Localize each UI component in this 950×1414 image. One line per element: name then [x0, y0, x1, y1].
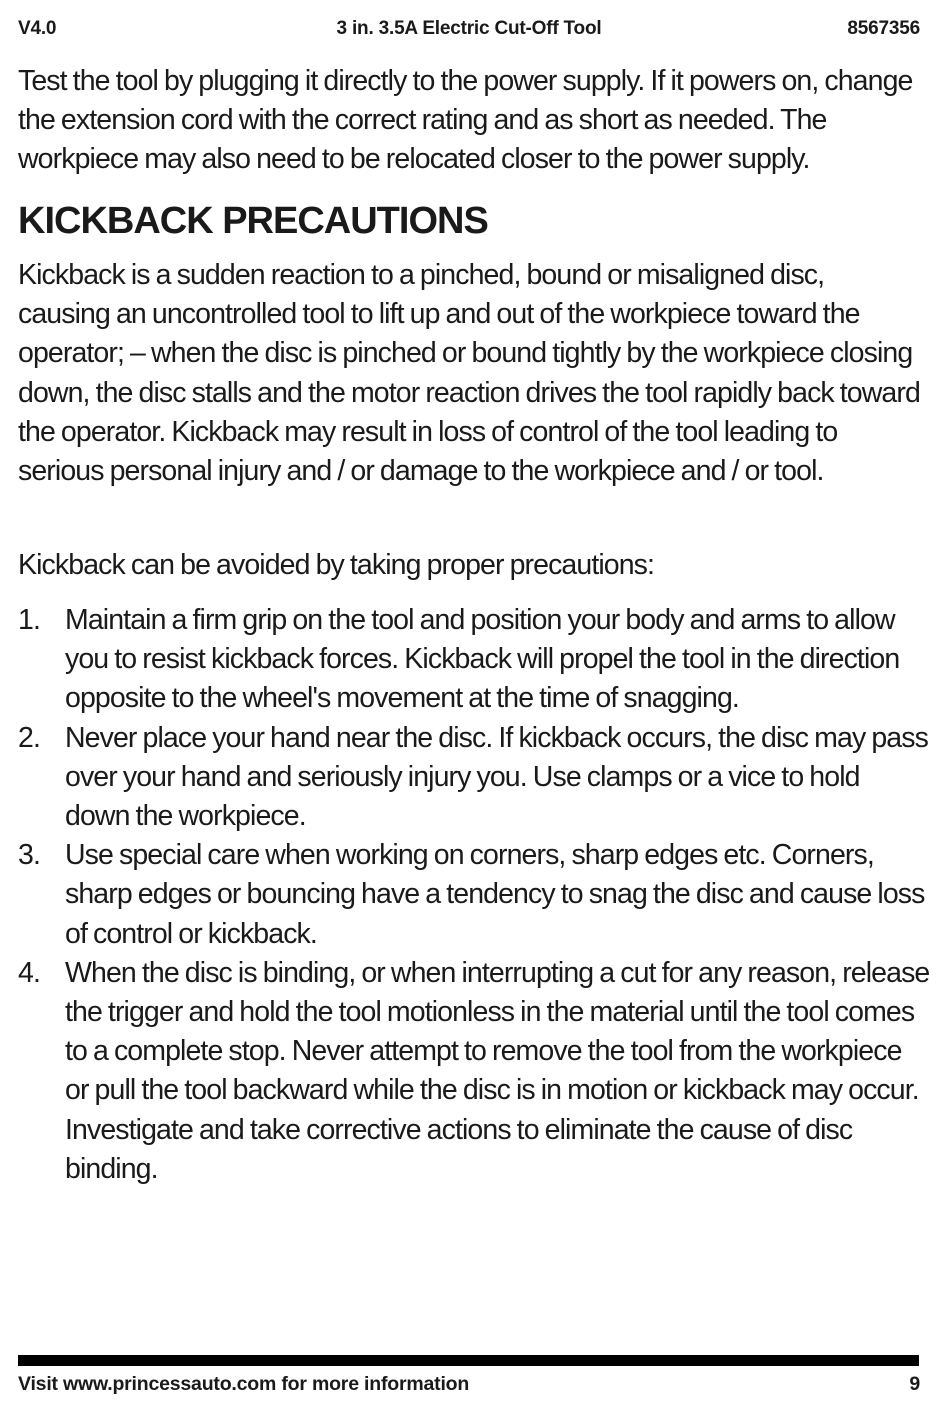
list-item-text: Maintain a firm grip on the tool and position your body and arms to allow you to resist kickback forces. Kickback will propel the tool in the direction opposite to the wheel's movement at the time of snagging.	[65, 604, 900, 715]
list-item-text: When the disc is binding, or when interrupting a cut for any reason, release the trigger and hold the tool motionless in the material until the tool comes to a complete stop. Never attempt to remove the tool from the workpiece or pull the tool backward while the disc is in motion or kickback may occur. Investigate and take corrective actions to eliminate the cause of disc binding.	[65, 956, 930, 1185]
section-heading: KICKBACK PRECAUTIONS	[18, 200, 488, 242]
footer-divider	[18, 1355, 919, 1366]
item-number: 8567356	[847, 18, 920, 39]
list-item	[18, 601, 930, 719]
page-number: 9	[909, 1373, 920, 1395]
list-item-text: Use special care when working on corners, sharp edges etc. Corners, sharp edges or bouncing have a tendency to snag the disc and cause loss of control or kickback.	[65, 839, 925, 950]
page-header	[18, 18, 920, 44]
list-item-number: 4.	[18, 956, 40, 989]
list-item	[18, 954, 930, 1189]
intro-paragraph: Test the tool by plugging it directly to the power supply. If it powers on, change the extension cord with the correct rating and as short as needed. The workpiece may also need to be relocated closer to the power supply.	[18, 65, 913, 176]
list-item-number: 2.	[18, 721, 40, 754]
version-label: V4.0	[18, 18, 57, 39]
website-notice: Visit www.princessauto.com for more information	[18, 1373, 470, 1395]
manual-page	[18, 0, 930, 1414]
list-item-text: Never place your hand near the disc. If kickback occurs, the disc may pass over your hand and seriously injury you. Use clamps or a vice to hold down the workpiece.	[65, 721, 928, 833]
list-item	[18, 836, 930, 954]
document-title: 3 in. 3.5A Electric Cut-Off Tool	[336, 18, 602, 39]
page-footer	[18, 1373, 920, 1399]
list-item-number: 1.	[18, 604, 40, 636]
precautions-lead-in: Kickback can be avoided by taking proper precautions:	[18, 549, 655, 581]
list-item-number: 3.	[18, 839, 40, 872]
precautions-list	[18, 601, 930, 1189]
list-item	[18, 719, 930, 837]
kickback-description: Kickback is a sudden reaction to a pinched, bound or misaligned disc, causing an uncontrolled tool to lift up and out of the workpiece toward the operator; – when the disc is pinched or bound tightly by the workpiece closing down, the disc stalls and the motor reaction drives the tool rapidly back toward the operator. Kickback may result in loss of control of the tool leading to serious personal injury and / or damage to the workpiece and / or tool.	[18, 259, 920, 488]
